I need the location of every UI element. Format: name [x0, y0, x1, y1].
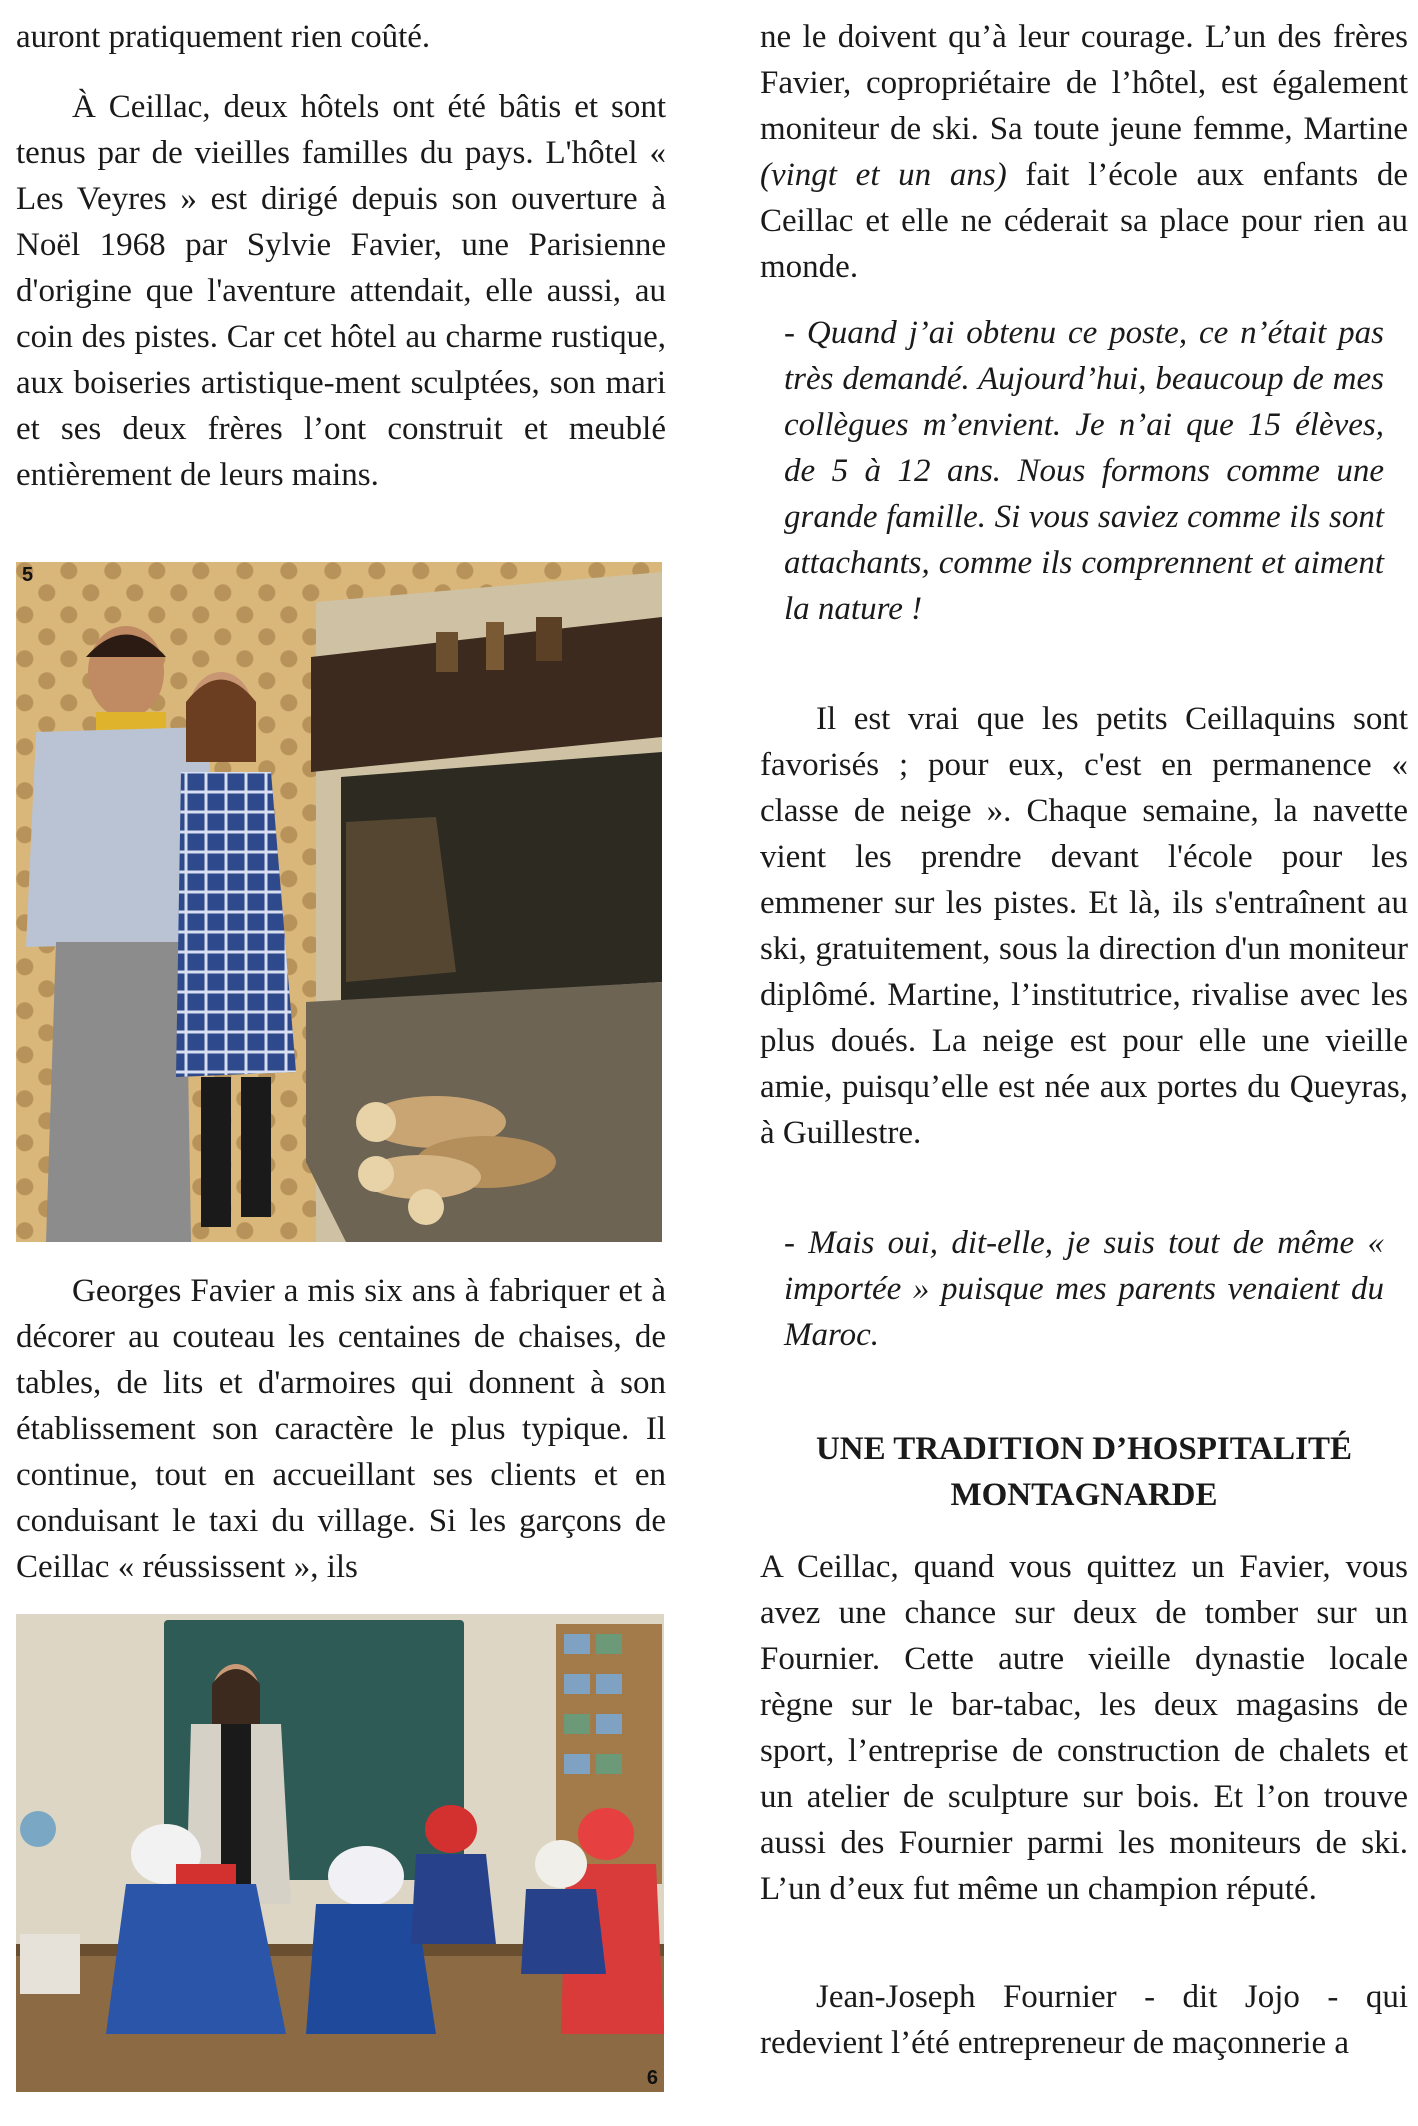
quote-dash: - [784, 315, 807, 351]
photo-fireplace-couple [16, 562, 662, 1242]
quote-paragraph [760, 1220, 1384, 1358]
quote-paragraph [760, 310, 1384, 632]
photo-classroom [16, 1614, 664, 2092]
paragraph-emphasis: (vingt et un ans) [760, 157, 1007, 193]
quote-dash: - [784, 1225, 809, 1261]
paragraph: Jean-Joseph Fournier - dit Jojo - qui redevient l’été entrepreneur de maçonnerie a [760, 1979, 1408, 2061]
quote-text: Mais oui, dit-elle, je suis tout de même « importée » puisque mes parents venaient du Maroc. [784, 1225, 1384, 1353]
paragraph-text: fait l’école aux enfants de Ceillac et elle ne céderait sa place pour rien au monde. [760, 157, 1408, 285]
paragraph: Georges Favier a mis six ans à fabriquer et à décorer au couteau les centaines de chaises, de tables, de lits et d'armoires qui donnent à son établissement son caractère le plus typique. Il continue, tout en accueillant ses clients et en conduisant le taxi du village. Si les garçons de Ceillac « réussissent », ils [16, 1273, 666, 1585]
section-heading: UNE TRADITION D’HOSPITALITÉ MONTAGNARDE [815, 1431, 1353, 1513]
photo-number-label: 6 [646, 2067, 658, 2089]
paragraph: À Ceillac, deux hôtels ont été bâtis et sont tenus par de vieilles familles du pays. L'hôtel « Les Veyres » est dirigé depuis son ouverture à Noël 1968 par Sylvie Favier, une Parisienne d'origine que l'aventure attendait, elle aussi, au coin des pistes. Car cet hôtel au charme rustique, aux boiseries artistique-ment sculptées, son mari et ses deux frères l’ont construit et meublé entièrement de leurs mains. [16, 89, 666, 493]
paragraph: A Ceillac, quand vous quittez un Favier, vous avez une chance sur deux de tomber sur un Fournier. Cette autre vieille dynastie locale règne sur le bar-tabac, les deux magasins de sport, l’entreprise de construction de chalets et un atelier de sculpture sur bois. Et l’on trouve aussi des Fournier parmi les moniteurs de ski. L’un d’eux fut même un champion réputé. [760, 1549, 1408, 1907]
paragraph: Il est vrai que les petits Ceillaquins sont favorisés ; pour eux, c'est en permanence « classe de neige ». Chaque semaine, la navette vient les prendre devant l'école pour les emmener sur les pistes. Et là, ils s'entraînent au ski, gratuitement, sous la direction d'un moniteur diplômé. Martine, l’institutrice, rivalise avec les plus doués. La neige est pour elle une vieille amie, puisqu’elle est née aux portes du Queyras, à Guillestre. [760, 701, 1408, 1151]
quote-text: Quand j’ai obtenu ce poste, ce n’était pas très demandé. Aujourd’hui, beaucoup de mes collègues m’envient. Je n’ai que 15 élèves, de 5 à 12 ans. Nous formons comme une grande famille. Si vous saviez comme ils sont attachants, comme ils comprennent et aiment la nature ! [784, 315, 1384, 627]
paragraph: auront pratiquement rien coûté. [16, 19, 431, 55]
photo-number-label: 5 [22, 564, 34, 586]
paragraph-text: ne le doivent qu’à leur courage. L’un des frères Favier, copropriétaire de l’hôtel, est également moniteur de ski. Sa toute jeune femme, Martine [760, 19, 1408, 147]
paragraph [760, 14, 1408, 290]
